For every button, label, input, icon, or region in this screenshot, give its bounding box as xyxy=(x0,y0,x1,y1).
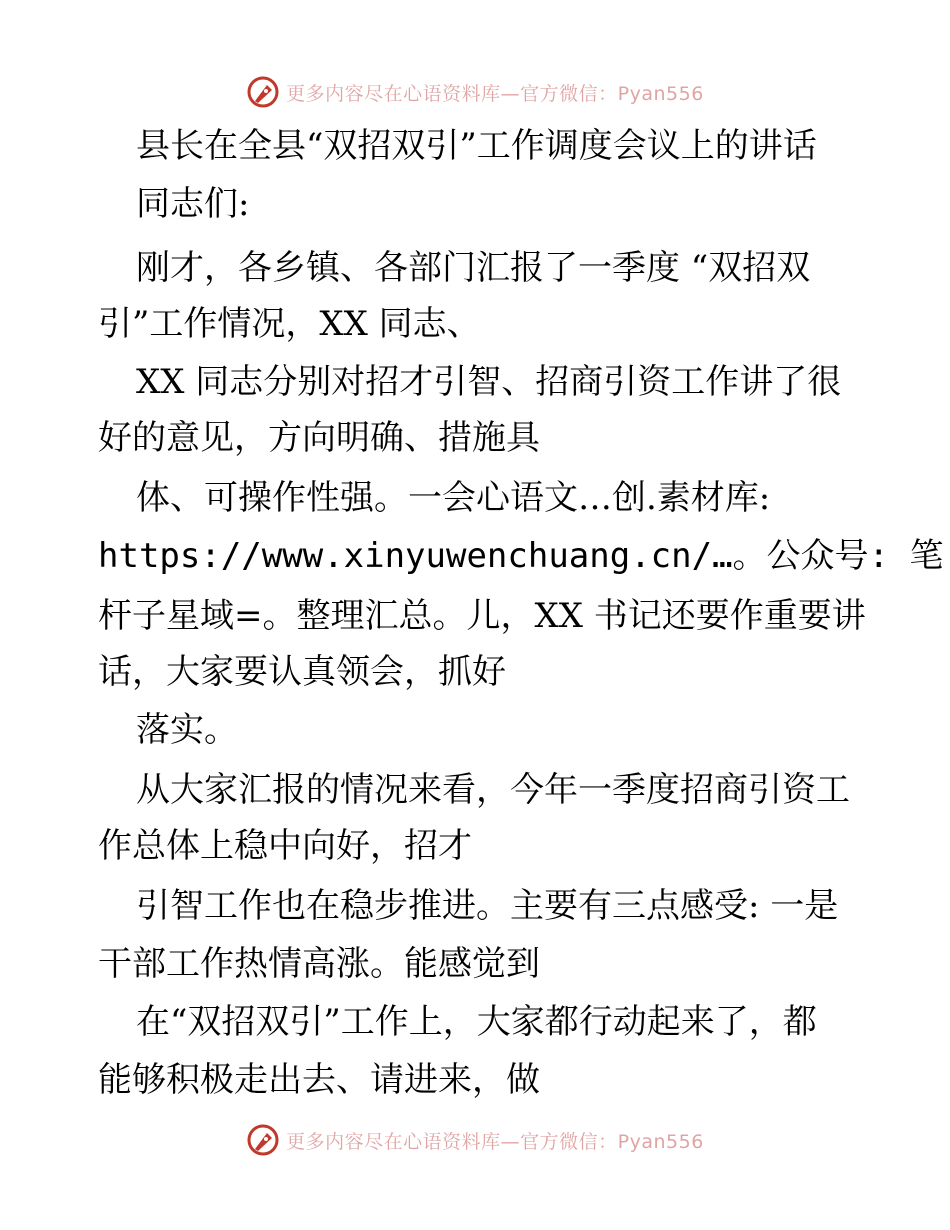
text-line: 干部工作热情高涨。能感觉到 xyxy=(98,944,540,984)
watermark-header xyxy=(0,72,950,112)
text-line: 杆子星域=。整理汇总。儿，XX 书记还要作重要讲 xyxy=(98,596,866,636)
text-line: 体、可操作性强。一会心语文…创.素材库: xyxy=(136,478,771,518)
text-line: 能够积极走出去、请进来，做 xyxy=(98,1060,540,1100)
text-line: 作总体上稳中向好，招才 xyxy=(98,826,472,866)
text-line: 在“双招双引”工作上，大家都行动起来了，都 xyxy=(136,1002,817,1042)
text-line: 引智工作也在稳步推进。主要有三点感受: 一是 xyxy=(136,886,839,926)
text-line: XX 同志分别对招才引智、招商引资工作讲了很 xyxy=(136,362,842,402)
document-title: 县长在全县“双招双引”工作调度会议上的讲话 xyxy=(136,126,817,166)
text-line: 落实。 xyxy=(136,710,238,750)
text-line: 引”工作情况，XX 同志、 xyxy=(98,304,481,344)
watermark-text: 更多内容尽在心语资料库—官方微信：Pyan556 xyxy=(286,82,704,105)
pen-nib-logo-icon xyxy=(246,1123,280,1157)
text-line: 从大家汇报的情况来看，今年一季度招商引资工 xyxy=(136,770,850,810)
salutation: 同志们: xyxy=(136,184,250,224)
text-line-url: https://www.xinyuwenchuang.cn/…。公众号: 笔 xyxy=(98,536,944,576)
watermark-footer xyxy=(0,1120,950,1160)
pen-nib-logo-icon xyxy=(246,75,280,109)
text-line: 刚才，各乡镇、各部门汇报了一季度 “双招双 xyxy=(136,248,811,288)
watermark-text: 更多内容尽在心语资料库—官方微信：Pyan556 xyxy=(286,1130,704,1153)
text-line: 好的意见，方向明确、措施具 xyxy=(98,418,540,458)
text-line: 话，大家要认真领会，抓好 xyxy=(98,652,506,692)
